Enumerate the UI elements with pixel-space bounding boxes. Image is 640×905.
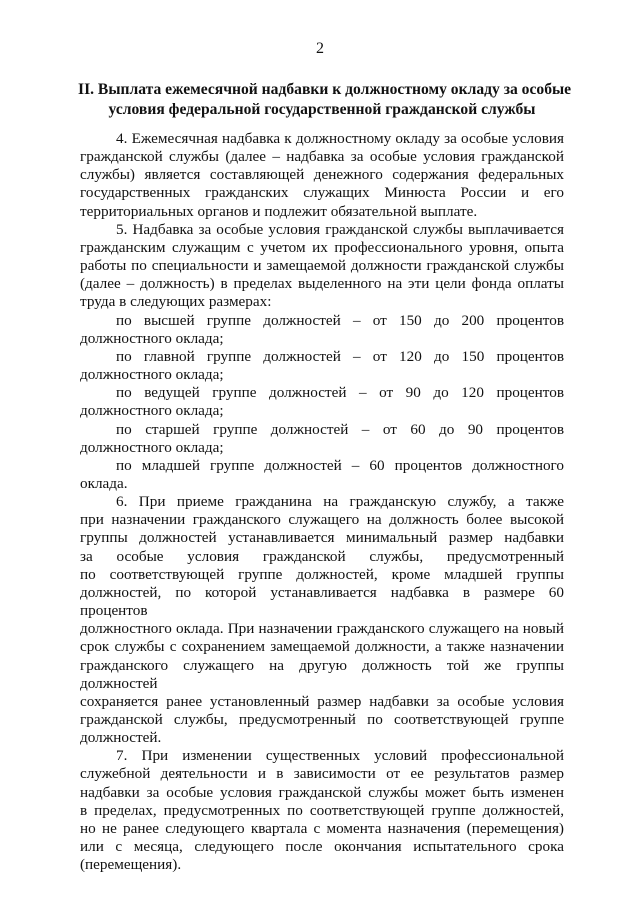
text-line: должностного оклада; (80, 366, 224, 384)
text-line: сохраняется ранее установленный размер надбавки за особые условия (80, 692, 564, 710)
section-heading-line: условия федеральной государственной гражданской службы (108, 101, 536, 118)
text-line: (далее – должность) в пределах выделенного на эти цели фонда оплаты (80, 275, 564, 293)
text-line: гражданской службы, предусмотренный по соответствующей группе (80, 711, 564, 728)
section-heading (78, 80, 572, 120)
text-line: должностей. (80, 729, 162, 747)
text-line: при назначении гражданского служащего на должность более высокой (80, 511, 564, 529)
text-line: 5. Надбавка за особые условия гражданской службы выплачивается (116, 220, 564, 238)
text-line: но не ранее следующего квартала с момента назначения (перемещения) (80, 819, 564, 837)
text-line: срок службы с сохранением замещаемой должности, а также назначении (80, 638, 564, 656)
text-line: государственных гражданских служащих Минюста России и его (80, 184, 564, 202)
text-line: по соответствующей группе должностей, кроме младшей группы (80, 565, 564, 583)
text-line: гражданской службы (далее – надбавка за особые условия гражданской (80, 148, 564, 166)
text-line: за особые условия гражданской службы, предусмотренный (80, 547, 564, 565)
text-line: по старшей группе должностей – от 60 до 90 процентов (116, 420, 564, 438)
text-line: гражданского служащего на другую должность той же группы должностей (80, 656, 564, 692)
text-line: 6. При приеме гражданина на гражданскую службу, а также (116, 493, 564, 511)
document-body (80, 130, 564, 874)
text-line: по высшей группе должностей – от 150 до 200 процентов (116, 311, 564, 329)
text-line: труда в следующих размерах: (80, 293, 272, 311)
text-line: по младшей группе должностей – 60 процентов должностного (116, 456, 564, 474)
text-line: работы по специальности и замещаемой должности гражданской службы (80, 257, 564, 275)
text-line: должностного оклада; (80, 438, 224, 456)
text-line: должностного оклада; (80, 329, 224, 347)
text-line: (перемещения). (80, 856, 182, 874)
text-line: территориальных органов и подлежит обязательной выплате. (80, 202, 478, 220)
page-number: 2 (316, 40, 324, 57)
text-line: по ведущей группе должностей – от 90 до 120 процентов (116, 384, 564, 402)
text-line: 7. При изменении существенных условий профессиональной (116, 747, 564, 765)
text-line: в пределах, предусмотренных по соответствующей группе должностей, (80, 801, 564, 819)
text-line: по главной группе должностей – от 120 до 150 процентов (116, 347, 564, 365)
text-line: должностей, по которой устанавливается надбавка в размере 60 процентов (80, 583, 564, 620)
text-line: или с месяца, следующего после окончания испытательного срока (80, 838, 564, 856)
text-line: группы должностей устанавливается минимальный размер надбавки (80, 529, 564, 547)
text-line: служебной деятельности и в зависимости от ее результатов размер (80, 765, 564, 783)
text-line: гражданским служащим с учетом их профессионального уровня, опыта (80, 238, 564, 256)
section-heading-line: II. Выплата ежемесячной надбавки к должностному окладу за особые (78, 81, 572, 98)
text-line: надбавки за особые условия гражданской службы может быть изменен (80, 783, 564, 801)
text-line: оклада. (80, 474, 128, 492)
text-line: должностного оклада; (80, 402, 224, 420)
text-line: службы) является составляющей денежного содержания федеральных (80, 166, 564, 184)
text-line: должностного оклада. При назначении гражданского служащего на новый (80, 620, 564, 638)
text-line: 4. Ежемесячная надбавка к должностному окладу за особые условия (116, 130, 564, 147)
